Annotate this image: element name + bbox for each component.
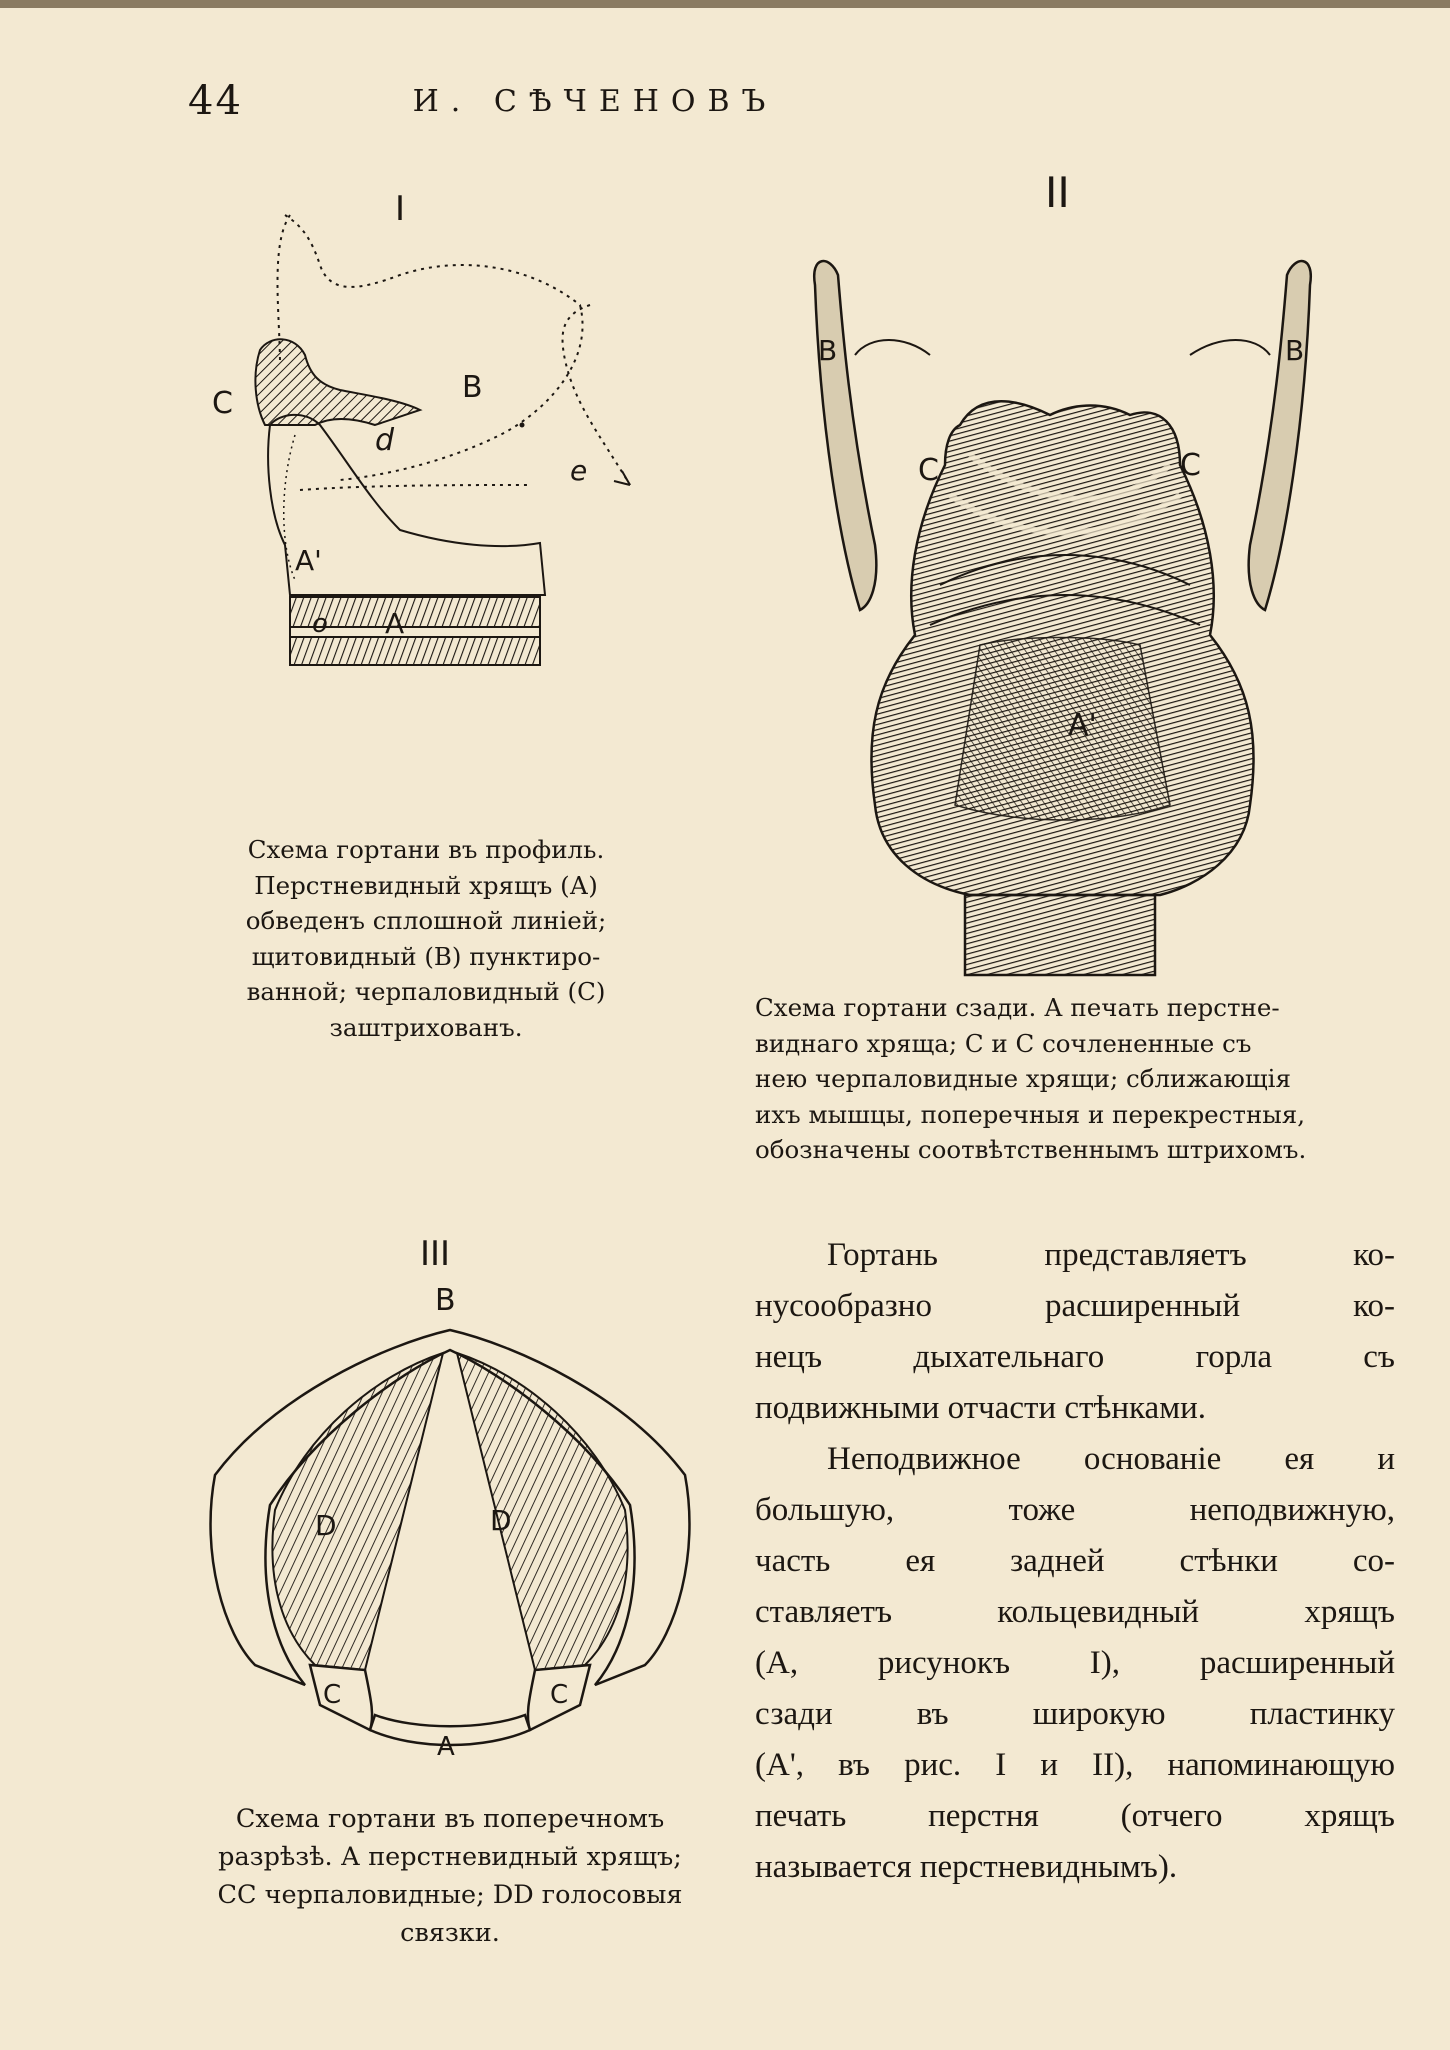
cricoid-plate bbox=[955, 638, 1170, 821]
figure-1-label-a: A bbox=[385, 607, 405, 640]
figure-2-caption-line: обозначены соотвѣтственнымъ штрихомъ. bbox=[755, 1135, 1307, 1164]
arytenoid-hatched bbox=[255, 339, 420, 425]
figure-2-label-a-prime: A' bbox=[1068, 708, 1097, 743]
figure-1-label-a-prime: A' bbox=[295, 544, 322, 577]
figure-2-caption-line: виднаго хряща; С и С сочлененные съ bbox=[755, 1028, 1252, 1058]
figure-3-numeral: III bbox=[420, 1234, 451, 1274]
figure-2-label-b-left: B bbox=[818, 334, 838, 367]
running-title-text: И. СѢЧЕНОВЪ bbox=[412, 84, 778, 119]
page-top-edge bbox=[0, 0, 1450, 8]
figure-3-larynx-cross-section bbox=[195, 1225, 705, 1765]
body-line: большую, тоже неподвижную, bbox=[755, 1492, 1395, 1528]
figure-3-caption-line: связки. bbox=[400, 1918, 500, 1948]
figure-3-caption bbox=[180, 1800, 720, 1952]
body-line: Гортань представляетъ ко- bbox=[827, 1237, 1395, 1273]
body-line: нусообразно расширенный ко- bbox=[755, 1288, 1395, 1324]
body-line: подвижными отчасти стѣнками. bbox=[755, 1390, 1206, 1426]
figure-1-caption-line: Перстневидный хрящъ (А) bbox=[254, 870, 598, 900]
figure-3-caption-line: Схема гортани въ поперечномъ bbox=[235, 1804, 665, 1834]
body-line: печать перстня (отчего хрящъ bbox=[755, 1798, 1395, 1834]
figure-3-caption-line: разрѣзѣ. А перстневидный хрящъ; bbox=[218, 1842, 682, 1872]
figure-1-label-c: C bbox=[212, 386, 233, 421]
figure-2-caption-line: нею черпаловидные хрящи; сближающiя bbox=[755, 1064, 1291, 1093]
thyroid-horn-left bbox=[814, 261, 876, 610]
thyroid-dotted-outline bbox=[278, 215, 631, 485]
body-paragraph bbox=[755, 1230, 1395, 1893]
vocal-cord-left bbox=[272, 1353, 443, 1670]
figure-3-label-c-left: C bbox=[323, 1680, 342, 1710]
figure-1-caption bbox=[210, 832, 642, 1045]
figure-1-label-b: B bbox=[462, 370, 483, 405]
body-line: ставляетъ кольцевидный хрящъ bbox=[755, 1594, 1395, 1630]
figure-2-caption-line: ихъ мышцы, поперечныя и перекрестныя, bbox=[755, 1099, 1306, 1129]
body-line: нецъ дыхательнаго горла съ bbox=[755, 1339, 1395, 1375]
vocal-cord-right bbox=[457, 1353, 628, 1670]
figure-2-numeral: II bbox=[1045, 168, 1070, 217]
figure-1-caption-line: заштрихованъ. bbox=[329, 1012, 523, 1042]
figure-2-caption bbox=[755, 990, 1355, 1168]
figure-3-label-b: B bbox=[435, 1283, 456, 1318]
figure-1-caption-line: обведенъ сплошной линiей; bbox=[245, 906, 607, 935]
body-line: Неподвижное основанiе ея и bbox=[827, 1441, 1395, 1477]
figure-1-caption-line: ванной; черпаловидный (С) bbox=[246, 977, 606, 1006]
figure-1-label-o: o bbox=[312, 609, 328, 639]
trachea bbox=[965, 895, 1155, 975]
trachea-ring bbox=[290, 637, 540, 665]
figure-2-larynx-back bbox=[780, 165, 1340, 995]
figure-2-label-c-right: C bbox=[1180, 448, 1201, 483]
figure-3-label-d-left: D bbox=[315, 1509, 337, 1542]
body-line: (А, рисунокъ I), расширенный bbox=[755, 1645, 1395, 1681]
figure-1-label-d: d bbox=[375, 423, 395, 458]
body-line: (А', въ рис. I и II), напоминающую bbox=[755, 1747, 1395, 1783]
figure-1-caption-line: Схема гортани въ профиль. bbox=[247, 835, 605, 864]
figure-2-label-c-left: C bbox=[918, 453, 939, 488]
figure-1-numeral: I bbox=[395, 189, 406, 229]
figure-1-label-e: e bbox=[570, 454, 588, 487]
figure-3-caption-line: СС черпаловидные; DD голосовыя bbox=[217, 1880, 683, 1910]
body-line: называется перстневиднымъ). bbox=[755, 1849, 1178, 1885]
body-line: часть ея задней стѣнки со- bbox=[755, 1543, 1395, 1579]
figure-2-label-b-right: B bbox=[1285, 334, 1305, 367]
figure-1-caption-line: щитовидный (В) пунктиро- bbox=[251, 941, 601, 971]
figure-2-caption-line: Схема гортани сзади. А печать перстне- bbox=[755, 993, 1280, 1022]
figure-3-label-a: A bbox=[437, 1732, 455, 1762]
page-number: 44 bbox=[188, 78, 243, 124]
figure-3-label-c-right: C bbox=[550, 1680, 569, 1710]
figure-3-label-d-right: D bbox=[490, 1504, 512, 1537]
running-title bbox=[0, 84, 1450, 119]
body-line: сзади въ широкую пластинку bbox=[755, 1696, 1395, 1732]
thyroid-horn-right bbox=[1249, 261, 1311, 610]
figure-1-larynx-profile bbox=[200, 185, 660, 805]
